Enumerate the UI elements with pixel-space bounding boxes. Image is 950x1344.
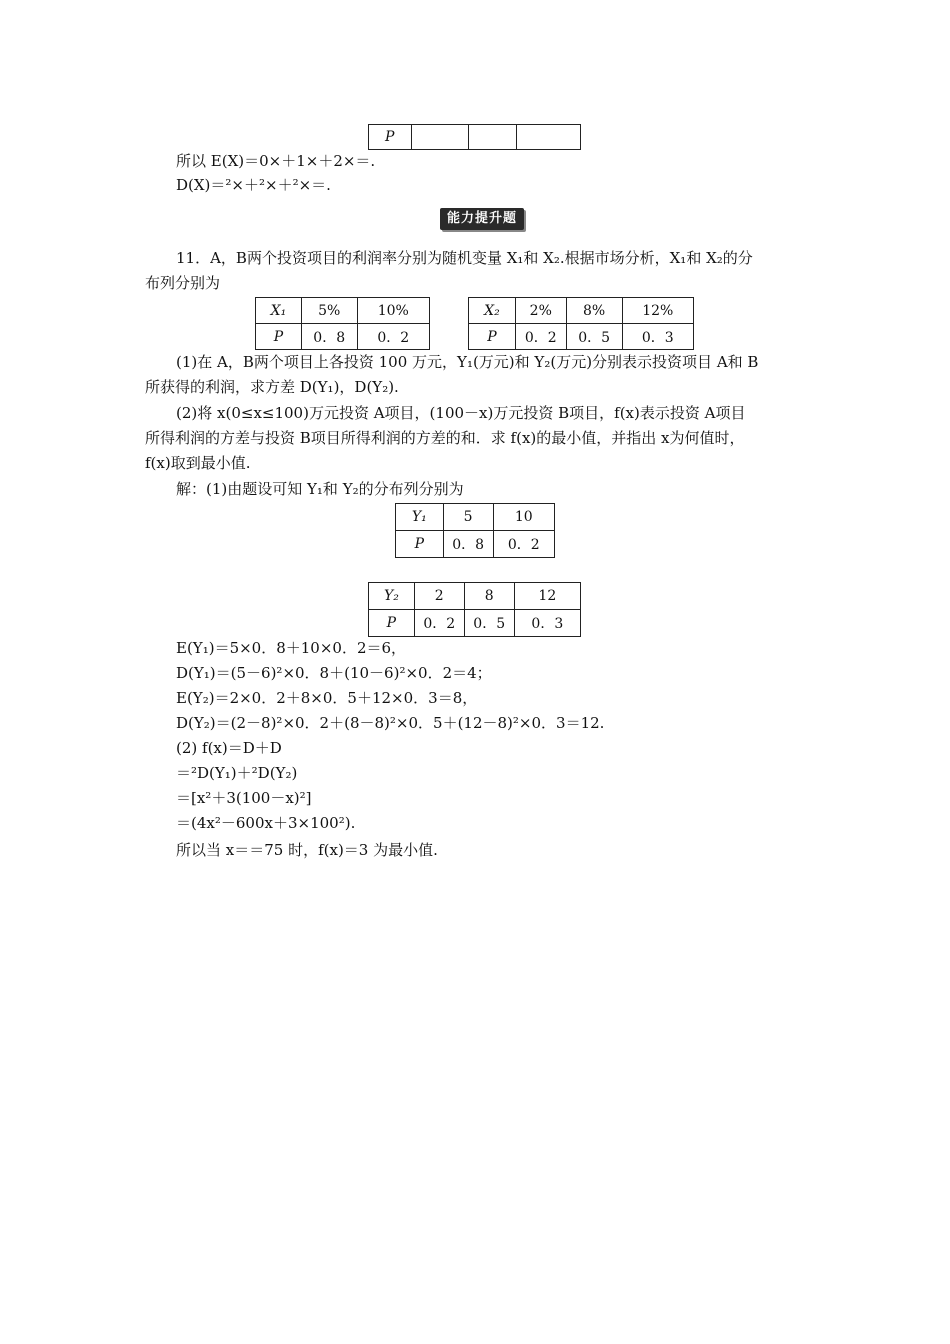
question-1-line: (1)在 A，B两个项目上各投资 100 万元，Y₁(万元)和 Y₂(万元)分别表示投资项目 A和 B <box>176 353 759 371</box>
solution-line: D(Y₂)＝(2－8)²×0．2＋(8－8)²×0．5＋(12－8)²×0．3＝12. <box>176 714 605 732</box>
table-cell: P <box>256 324 302 350</box>
question-2-line: f(x)取到最小值. <box>145 454 251 472</box>
text-line: D(X)＝²×＋²×＋²×＝. <box>176 176 331 194</box>
table-cell: 0．3 <box>622 324 694 350</box>
table-cell: 0．3 <box>514 610 580 637</box>
table-cell: 0．8 <box>301 324 357 350</box>
table-cell: 8 <box>464 583 514 610</box>
table-cell: P <box>396 531 444 558</box>
y2-distribution-table <box>368 582 581 637</box>
table-cell: P <box>369 610 415 637</box>
x2-distribution-table <box>468 297 694 350</box>
table-cell: 0．2 <box>414 610 464 637</box>
solution-line: ＝²D(Y₁)＋²D(Y₂) <box>176 764 298 782</box>
table-cell: 10% <box>357 298 429 324</box>
table-cell: 0．2 <box>515 324 566 350</box>
problem-line: 布列分别为 <box>145 274 221 292</box>
table-cell: 0．5 <box>464 610 514 637</box>
table-cell <box>516 125 580 150</box>
solution-line: ＝(4x²－600x＋3×100²). <box>176 814 356 832</box>
x1-distribution-table <box>255 297 430 350</box>
table-cell: P <box>369 125 412 150</box>
question-1-line: 所获得的利润，求方差 D(Y₁)，D(Y₂). <box>145 378 399 396</box>
table-cell: 0．2 <box>493 531 554 558</box>
table-cell: 2% <box>515 298 566 324</box>
solution-line: E(Y₂)＝2×0．2＋8×0．5＋12×0．3＝8， <box>176 689 478 707</box>
solution-line: (2) f(x)＝D＋D <box>176 739 282 757</box>
table-cell: Y₂ <box>369 583 415 610</box>
table-cell <box>411 125 468 150</box>
table-cell: Y₁ <box>396 504 444 531</box>
top-partial-table <box>368 124 581 150</box>
table-cell: 8% <box>566 298 622 324</box>
table-cell: 10 <box>493 504 554 531</box>
table-cell: 0．8 <box>443 531 493 558</box>
table-cell <box>468 125 516 150</box>
table-cell: 12 <box>514 583 580 610</box>
table-cell: 12% <box>622 298 694 324</box>
solution-line: ＝[x²＋3(100－x)²] <box>176 789 312 807</box>
problem-line: 11．A，B两个投资项目的利润率分别为随机变量 X₁和 X₂.根据市场分析，X₁和 X₂的分 <box>176 249 753 267</box>
table-cell: X₁ <box>256 298 302 324</box>
table-cell: 2 <box>414 583 464 610</box>
table-cell: 5 <box>443 504 493 531</box>
solution-line: 所以当 x＝＝75 时，f(x)＝3 为最小值. <box>176 841 438 859</box>
solution-line: D(Y₁)＝(5－6)²×0．8＋(10－6)²×0．2＝4； <box>176 664 492 682</box>
table-cell: X₂ <box>469 298 516 324</box>
question-2-line: 所得利润的方差与投资 B项目所得利润的方差的和．求 f(x)的最小值，并指出 x为何值时， <box>145 429 745 447</box>
section-badge: 能力提升题 <box>440 208 524 230</box>
table-cell: 0．2 <box>357 324 429 350</box>
table-cell: 0．5 <box>566 324 622 350</box>
table-cell: P <box>469 324 516 350</box>
solution-intro: 解：(1)由题设可知 Y₁和 Y₂的分布列分别为 <box>176 480 464 498</box>
text-line: 所以 E(X)＝0×＋1×＋2×＝. <box>176 152 376 170</box>
table-cell: 5% <box>301 298 357 324</box>
y1-distribution-table <box>395 503 555 558</box>
question-2-line: (2)将 x(0≤x≤100)万元投资 A项目，(100－x)万元投资 B项目，f(x)表示投资 A项目 <box>176 404 746 422</box>
solution-line: E(Y₁)＝5×0．8＋10×0．2＝6， <box>176 639 407 657</box>
